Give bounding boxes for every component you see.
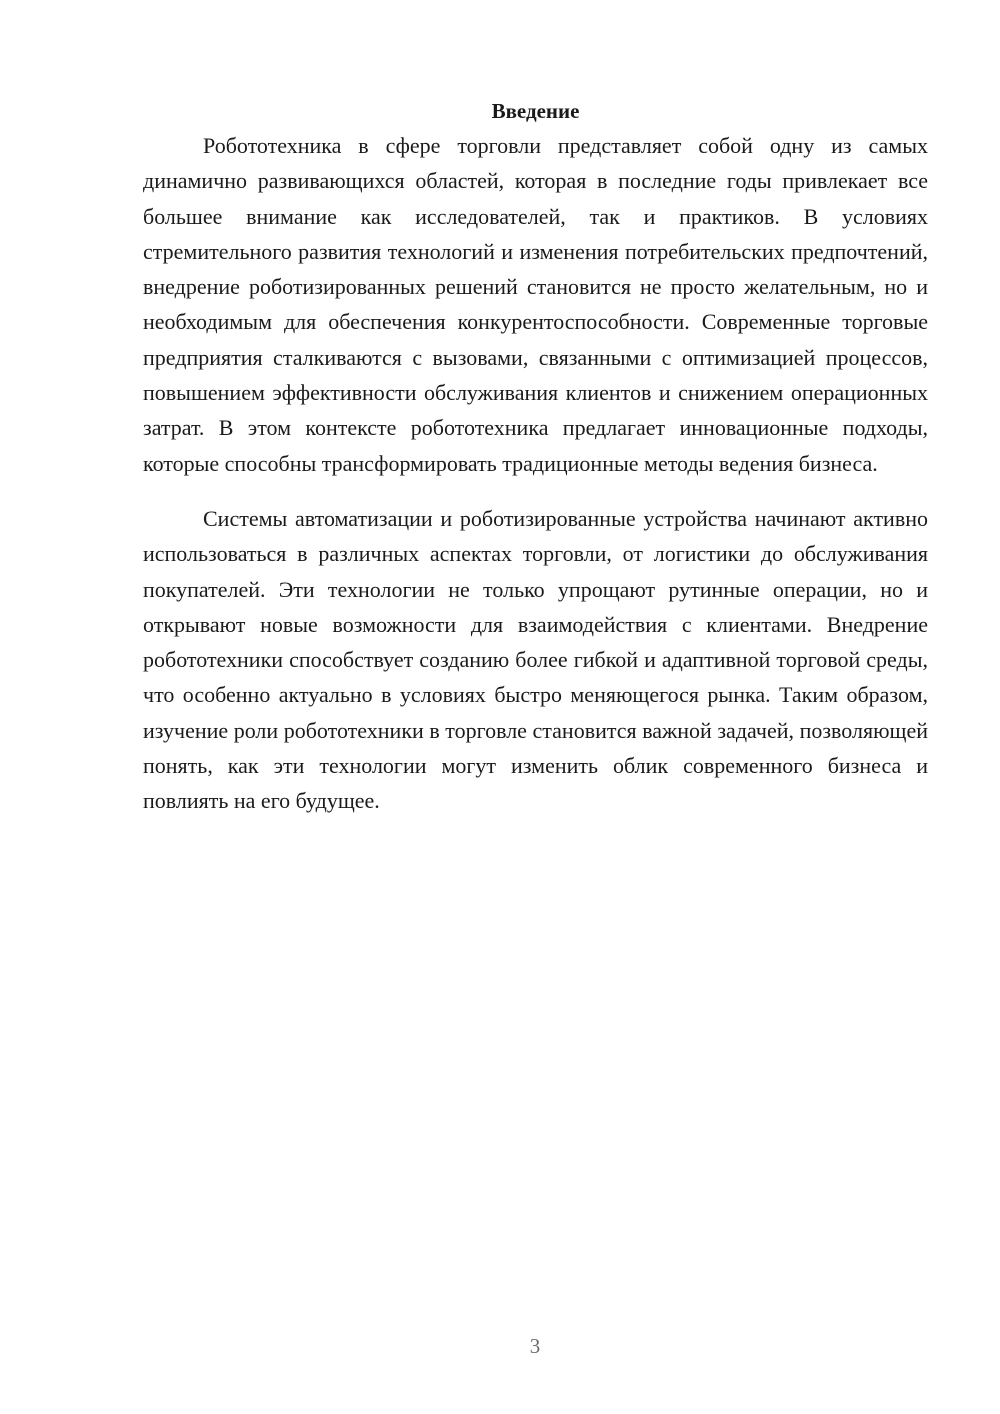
paragraph-2: Системы автоматизации и роботизированные устройства начинают активно использоваться в различных аспектах торговли, от логистики до обслуживания покупателей. Эти технологии не только упрощают рутинные операции, но и открывают новые возможности для взаимодействия с клиентами. Внедрение робототехники способствует созданию более гибкой и адаптивной торговой среды, что особенно актуально в условиях быстро меняющегося рынка. Таким образом, изучение роли робототехники в торговле становится важной задачей, позволяющей понять, как эти технологии могут изменить облик современного бизнеса и повлиять на его будущее. — [143, 505, 928, 814]
page-content — [143, 96, 928, 819]
paragraph-1: Робототехника в сфере торговли представляет собой одну из самых динамично развивающихся областей, которая в последние годы привлекает все большее внимание как исследователей, так и практиков. В условиях стремительного развития технологий и изменения потребительских предпочтений, внедрение роботизированных решений становится не просто желательным, но и необходимым для обеспечения конкурентоспособности. Современные торговые предприятия сталкиваются с вызовами, связанными с оптимизацией процессов, повышением эффективности обслуживания клиентов и снижением операционных затрат. В этом контексте робототехника предлагает инновационные подходы, которые способны трансформировать традиционные методы ведения бизнеса. — [143, 133, 928, 476]
page-number: 3 — [529, 1334, 541, 1358]
section-heading: Введение — [491, 99, 580, 123]
